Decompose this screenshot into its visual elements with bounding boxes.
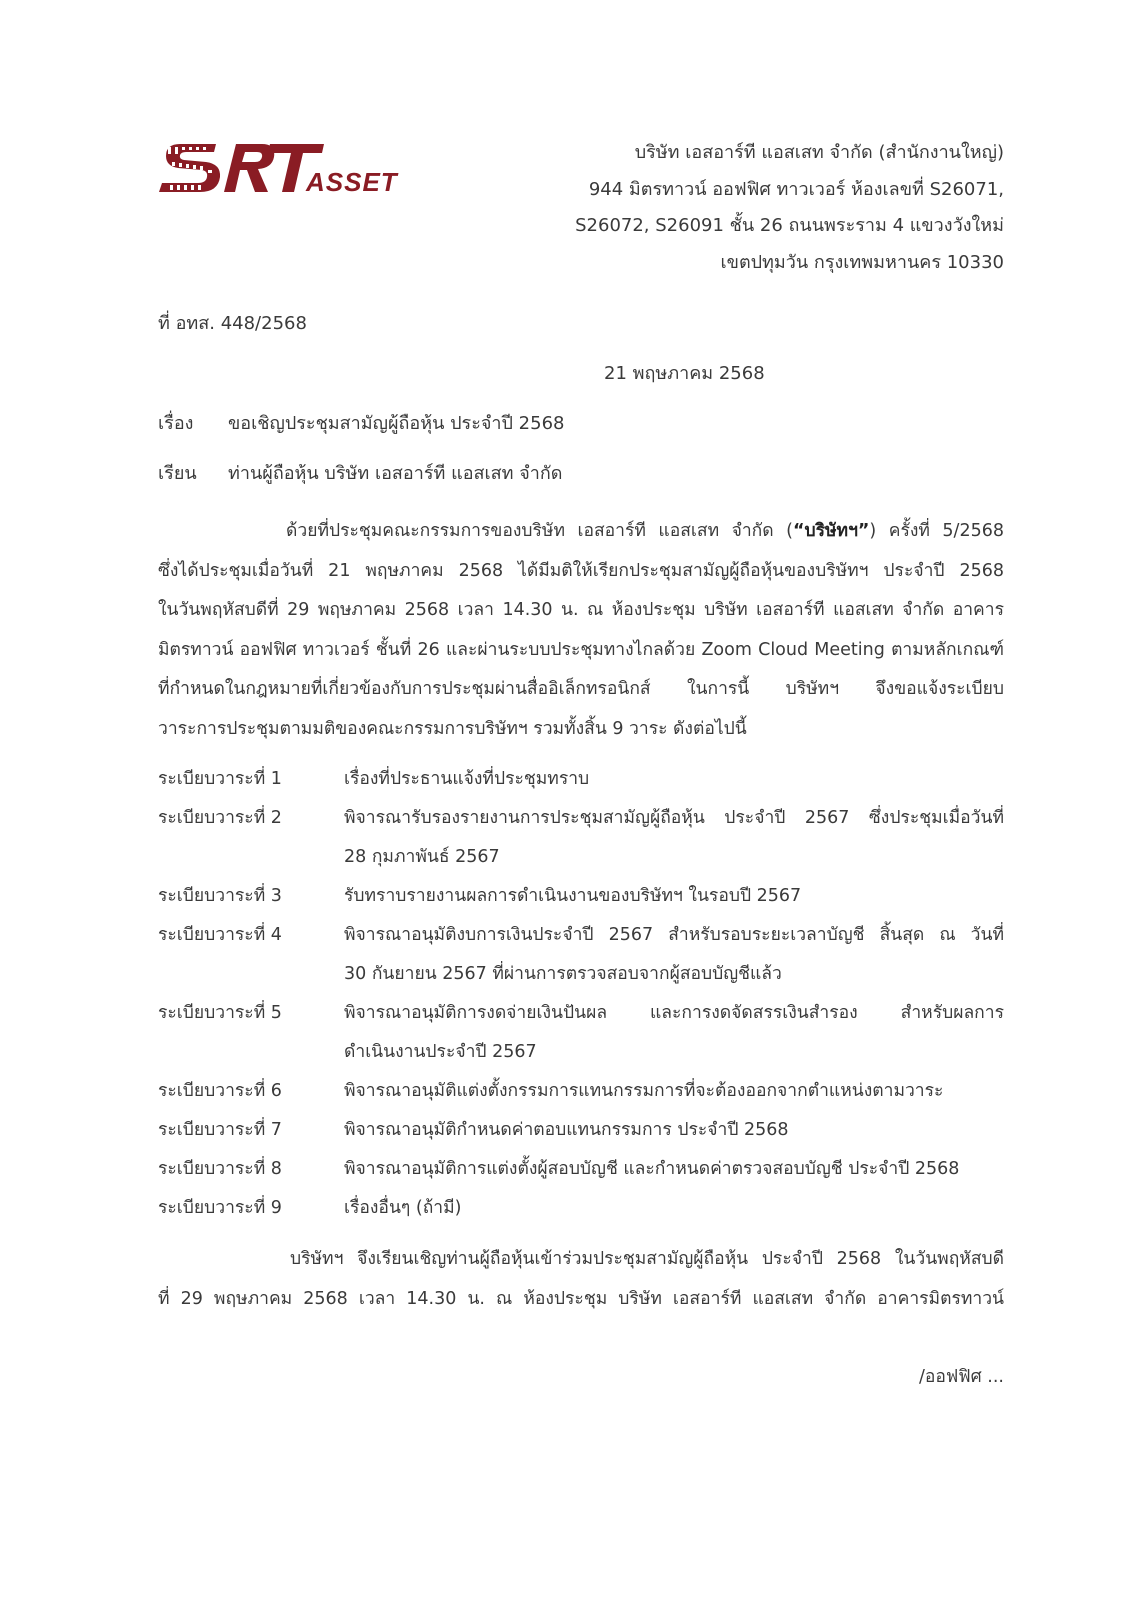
intro-line: มิตรทาวน์ ออฟฟิศ ทาวเวอร์ ชั้นที่ 26 และผ่านระบบประชุมทางไกลด้วย Zoom Cloud Meeting ตามหลักเกณฑ์	[158, 639, 1004, 660]
agenda-list	[158, 760, 1004, 1228]
agenda-number: ระเบียบวาระที่ 8	[158, 1159, 282, 1179]
subject-line	[158, 408, 564, 437]
agenda-text: 28 กุมภาพันธ์ 2567	[344, 847, 500, 867]
agenda-item	[158, 916, 1004, 994]
subject-label: เรื่อง	[158, 413, 194, 434]
agenda-number: ระเบียบวาระที่ 5	[158, 1003, 282, 1023]
agenda-text: พิจารณาอนุมัติกำหนดค่าตอบแทนกรรมการ ประจำปี 2568	[344, 1120, 789, 1140]
agenda-number: ระเบียบวาระที่ 3	[158, 886, 282, 906]
agenda-number: ระเบียบวาระที่ 4	[158, 925, 282, 945]
agenda-number: ระเบียบวาระที่ 1	[158, 769, 282, 789]
agenda-item	[158, 760, 1004, 799]
agenda-text: พิจารณาอนุมัติการงดจ่ายเงินปันผล และการงดจัดสรรเงินสำรอง สำหรับผลการ	[344, 1003, 1004, 1023]
page-continuation: /ออฟฟิศ ...	[918, 1367, 1004, 1387]
agenda-text: พิจารณารับรองรายงานการประชุมสามัญผู้ถือหุ้น ประจำปี 2567 ซึ่งประชุมเมื่อวันที่	[344, 808, 1004, 828]
company-address	[560, 135, 1004, 281]
agenda-item	[158, 877, 1004, 916]
agenda-number: ระเบียบวาระที่ 9	[158, 1198, 282, 1218]
address-line: S26072, S26091 ชั้น 26 ถนนพระราม 4 แขวงวังใหม่	[575, 215, 1004, 236]
closing-paragraph	[158, 1240, 1004, 1319]
agenda-text: 30 กันยายน 2567 ที่ผ่านการตรวจสอบจากผู้สอบบัญชีแล้ว	[344, 964, 782, 984]
agenda-item	[158, 1072, 1004, 1111]
agenda-item	[158, 1150, 1004, 1189]
subject-text: ขอเชิญประชุมสามัญผู้ถือหุ้น ประจำปี 2568	[228, 413, 565, 434]
agenda-number: ระเบียบวาระที่ 2	[158, 808, 282, 828]
agenda-text: พิจารณาอนุมัติการแต่งตั้งผู้สอบบัญชี และกำหนดค่าตรวจสอบบัญชี ประจำปี 2568	[344, 1159, 960, 1179]
closing-line: ที่ 29 พฤษภาคม 2568 เวลา 14.30 น. ณ ห้องประชุม บริษัท เอสอาร์ที แอสเสท จำกัด อาคารมิตรทาวน์	[158, 1288, 1004, 1309]
letter-date: 21 พฤษภาคม 2568	[604, 363, 765, 384]
intro-line: ซึ่งได้ประชุมเมื่อวันที่ 21 พฤษภาคม 2568 ได้มีมติให้เรียกประชุมสามัญผู้ถือหุ้นของบริษัทฯ ประจำปี 2568	[158, 560, 1004, 581]
intro-paragraph	[158, 512, 1004, 749]
company-short-name: “บริษัทฯ”	[792, 521, 870, 541]
srt-asset-logo-graphic	[158, 138, 400, 200]
logo-wordmark: ASSET	[306, 167, 398, 197]
agenda-number: ระเบียบวาระที่ 7	[158, 1120, 282, 1140]
agenda-item	[158, 1111, 1004, 1150]
address-line: เขตปทุมวัน กรุงเทพมหานคร 10330	[720, 251, 1004, 273]
closing-line: บริษัทฯ จึงเรียนเชิญท่านผู้ถือหุ้นเข้าร่วมประชุมสามัญผู้ถือหุ้น ประจำปี 2568 ในวันพฤหัสบดี	[290, 1249, 1004, 1269]
reference-number: ที่ อทส. 448/2568	[158, 313, 307, 334]
agenda-text: เรื่องที่ประธานแจ้งที่ประชุมทราบ	[344, 769, 590, 789]
intro-line: วาระการประชุมตามมติของคณะกรรมการบริษัทฯ รวมทั้งสิ้น 9 วาระ ดังต่อไปนี้	[158, 718, 747, 739]
recipient-text: ท่านผู้ถือหุ้น บริษัท เอสอาร์ที แอสเสท จำกัด	[228, 463, 563, 484]
agenda-item	[158, 1189, 1004, 1228]
agenda-text: พิจารณาอนุมัติแต่งตั้งกรรมการแทนกรรมการที่จะต้องออกจากตำแหน่งตามวาระ	[344, 1081, 944, 1101]
company-logo	[158, 138, 400, 200]
intro-text: ) ครั้งที่ 5/2568	[869, 521, 1004, 541]
intro-line	[158, 512, 1004, 552]
recipient-line	[158, 458, 562, 487]
intro-text: ด้วยที่ประชุมคณะกรรมการของบริษัท เอสอาร์ที แอสเสท จำกัด (	[286, 521, 793, 541]
agenda-text: รับทราบรายงานผลการดำเนินงานของบริษัทฯ ในรอบปี 2567	[344, 886, 802, 906]
agenda-item	[158, 799, 1004, 877]
address-line: 944 มิตรทาวน์ ออฟฟิศ ทาวเวอร์ ห้องเลขที่ S26071,	[588, 178, 1004, 200]
agenda-number: ระเบียบวาระที่ 6	[158, 1081, 282, 1101]
intro-line: ที่กำหนดในกฎหมายที่เกี่ยวข้องกับการประชุมผ่านสื่ออิเล็กทรอนิกส์ ในการนี้ บริษัทฯ จึงขอแจ้งระเบียบ	[158, 679, 1004, 699]
agenda-item	[158, 994, 1004, 1072]
recipient-label: เรียน	[158, 463, 197, 484]
intro-line: ในวันพฤหัสบดีที่ 29 พฤษภาคม 2568 เวลา 14.30 น. ณ ห้องประชุม บริษัท เอสอาร์ที แอสเสท จำกัด อาคาร	[158, 600, 1004, 620]
agenda-text: เรื่องอื่นๆ (ถ้ามี)	[344, 1198, 462, 1218]
agenda-text: พิจารณาอนุมัติงบการเงินประจำปี 2567 สำหรับรอบระยะเวลาบัญชี สิ้นสุด ณ วันที่	[344, 925, 1004, 945]
address-line: บริษัท เอสอาร์ที แอสเสท จำกัด (สำนักงานใหญ่)	[634, 142, 1004, 163]
agenda-text: ดำเนินงานประจำปี 2567	[344, 1042, 537, 1062]
